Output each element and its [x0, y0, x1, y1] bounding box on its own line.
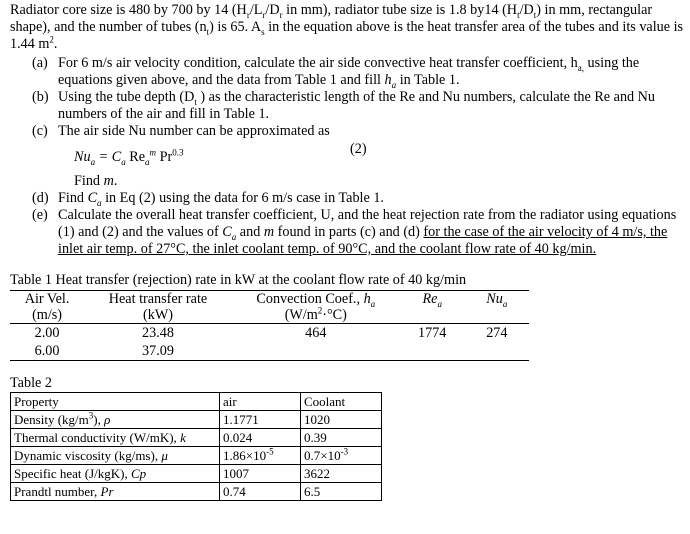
table-row: Prandtl number, Pr 0.74 6.5 — [11, 483, 382, 501]
table-row: Specific heat (J/kgK), Cp 1007 3622 — [11, 465, 382, 483]
equation-2 — [10, 141, 686, 171]
question-c: (c) The air side Nu number can be approximated as — [32, 123, 330, 139]
t1-header-nu: $Nu_a$ — [465, 291, 529, 308]
t1-header-vel-unit: (m/s) — [10, 307, 84, 324]
table1 — [10, 290, 529, 361]
table-row: Density $(kg/m^3)$, ρ 1.1771 1020 — [11, 411, 382, 429]
t1-header-rate: Heat transfer rate — [84, 291, 232, 308]
t1-header-rate-unit: (kW) — [84, 307, 232, 324]
question-list — [10, 55, 686, 258]
question-a: (a) For 6 m/s air velocity condition, calculate the air side convective heat transfer coefficient, $h_{a,}$ using the equations given above, and the data from Table 1 and fill $h_a$ in Table 1. — [32, 55, 640, 90]
t1-header-vel: Air Vel. — [10, 291, 84, 308]
t1-header-conv: Convection Coef., $h_a$ — [232, 291, 400, 308]
table-row: Dynamic viscosity (kg/ms), μ $1.86\times 10^{-5}$ $0.7\times 10^{-3}$ — [11, 447, 382, 465]
equation-number: (2) — [350, 141, 367, 157]
t1-header-conv-unit: $(W/m^2\cdot^\circ C)$ — [232, 307, 400, 324]
question-e: (e) Calculate the overall heat transfer coefficient, U, and the heat rejection rate from the radiator using equations (1) and (2) and the values of $C_a$ and m found in parts (c) and (d) for the case of the air velocity of 4 m/s, the inlet air temp. of 27°C, the inlet coolant temp. of 90°C, and the coolant flow rate of 40 kg/min. — [32, 207, 677, 257]
table2-caption: Table 2 — [10, 375, 52, 391]
table1-caption: Table 1 Heat transfer (rejection) rate in kW at the coolant flow rate of 40 kg/min — [10, 272, 467, 288]
document-page — [10, 2, 686, 501]
table-row: 6.00 37.09 — [10, 342, 529, 361]
table-row: Thermal conductivity (W/mK), k 0.024 0.39 — [11, 429, 382, 447]
intro-paragraph: Radiator core size is 480 by 700 by 14 ($H_r/L_r/D_r$ in mm), radiator tube size is 1.8 by14 $(H_t/D_t)$ in mm, rectangular shape), and the number of tubes $(n_t)$ is 65. $A_s$ in the equation above is the heat transfer area of the tubes and its value is 1.44 $m^2$. — [10, 2, 684, 52]
question-d: (d) Find $C_a$ in Eq (2) using the data for 6 m/s case in Table 1. — [32, 190, 384, 208]
table2 — [10, 392, 382, 501]
question-b: (b) Using the tube depth ($D_t$ ) as the characteristic length of the Re and Nu numbers, calculate the Re and Nu numbers of the air and fill in Table 1. — [32, 89, 656, 122]
find-m: Find m. — [74, 173, 118, 189]
nu-equation: $Nu_a = C_a$ $Re_a^m$ $Pr^{0.3}$ — [74, 147, 184, 167]
t1-header-re: $Re_a$ — [400, 291, 465, 308]
table-row: 2.00 23.48 464 1774 274 — [34, 325, 508, 341]
table-row: Property air Coolant — [11, 393, 382, 411]
